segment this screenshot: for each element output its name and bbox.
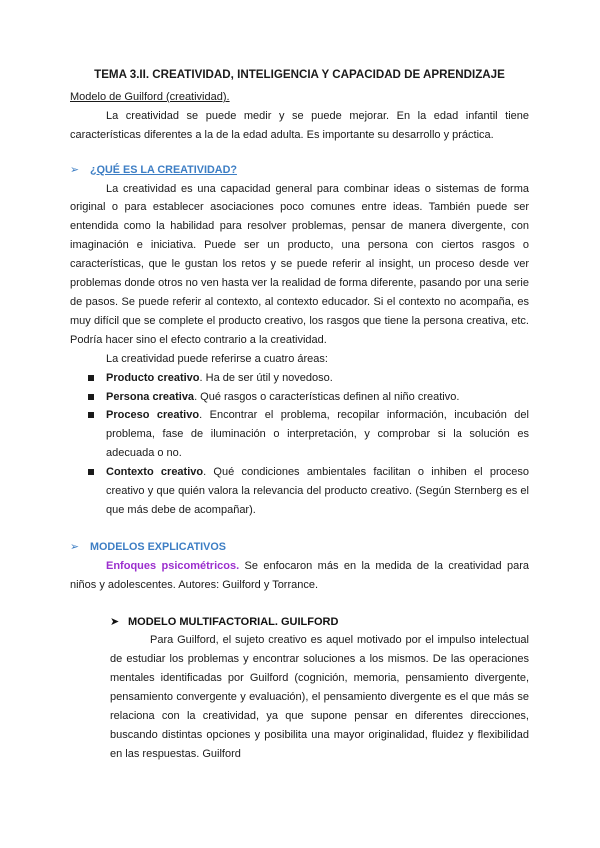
area-term: Persona creativa xyxy=(106,390,195,403)
area-text: . Qué condiciones ambientales facilitan o inhiben el proceso creativo y que quién valora la relevancia del producto creativo. (Según Sternberg es el que más debe de acompañar). xyxy=(106,466,529,516)
arrow-bullet-icon: ➤ xyxy=(110,615,120,628)
square-bullet-icon xyxy=(88,375,94,381)
document-title: TEMA 3.II. CREATIVIDAD, INTELIGENCIA Y CAPACIDAD DE APRENDIZAJE xyxy=(94,68,505,81)
area-text: . Qué rasgos o características definen al niño creativo. xyxy=(194,390,460,403)
arrow-bullet-icon: ➢ xyxy=(70,540,80,553)
areas-list xyxy=(70,369,529,520)
area-text: . Encontrar el problema, recopilar información, incubación del problema, fase de iluminación o interpretación, y comprobar si la solución es adecuada o no. xyxy=(106,409,529,460)
square-bullet-icon xyxy=(88,394,94,400)
guilford-paragraph: Para Guilford, el sujeto creativo es aquel motivado por el impulso intelectual de estudiar los problemas y encontrar soluciones a los mismos. De las operaciones mentales identificadas por Guilford (cognición, memoria, pensamiento divergente, pensamiento convergente y evaluación), el pensamiento divergente es el que más se relaciona con la creatividad, ya que supone pensar en diferentes direcciones, buscando distintas opciones y posibilita una mayor originalidad, fluidez y flexibilidad en las respuestas. Guilford xyxy=(110,634,529,760)
document-subtitle: Modelo de Guilford (creatividad). xyxy=(70,90,230,103)
subsection-heading-guilford xyxy=(110,613,529,632)
area-term: Contexto creativo xyxy=(106,466,204,479)
square-bullet-icon xyxy=(88,469,94,475)
arrow-bullet-icon: ➢ xyxy=(70,163,80,176)
section-heading-text: ¿QUÉ ES LA CREATIVIDAD? xyxy=(90,163,237,176)
areas-intro: La creatividad puede referirse a cuatro áreas: xyxy=(106,352,328,365)
creatividad-paragraph: La creatividad es una capacidad general para combinar ideas o sistemas de forma original o para establecer asociaciones poco comunes entre ideas. También puede ser entendida como la habilidad para resolver problemas, pensar de manera divergente, con imaginación e iniciativa. Puede ser un producto, una persona con ciertos rasgos o características, que le gustan los retos y se puede referir al insight, un proceso desde ver problemas donde otros no ven hasta ver la realidad de forma diferente, pasando por una serie de pasos. Se puede referir al contexto, al contexto educador. Si el contexto no acompaña, es muy difícil que se complete el producto creativo, los rasgos que tiene la persona creativa, etc. Podría hacer sino el efecto contrario a la creatividad. xyxy=(70,182,529,346)
list-item xyxy=(70,369,529,388)
section-heading-text: MODELOS EXPLICATIVOS xyxy=(90,540,226,553)
area-text: . Ha de ser útil y novedoso. xyxy=(199,371,333,384)
intro-paragraph: La creatividad se puede medir y se puede mejorar. En la edad infantil tiene características diferentes a la de la edad adulta. Es importante su desarrollo y práctica. xyxy=(70,109,529,141)
area-term: Proceso creativo xyxy=(106,409,200,422)
list-item xyxy=(70,406,529,463)
modelos-paragraph xyxy=(70,557,529,595)
list-item xyxy=(70,388,529,407)
square-bullet-icon xyxy=(88,412,94,418)
area-term: Producto creativo xyxy=(106,371,200,384)
highlight-text: Enfoques psicométricos. xyxy=(106,559,240,572)
list-item xyxy=(70,463,529,520)
section-heading-creatividad xyxy=(70,161,529,180)
guilford-block xyxy=(110,631,529,763)
modelos-text: Se enfocaron más en la medida de la creatividad para niños y adolescentes. Autores: Guilford y Torrance. xyxy=(70,559,529,591)
section-heading-modelos xyxy=(70,538,529,557)
subsection-heading-text: MODELO MULTIFACTORIAL. GUILFORD xyxy=(128,615,339,628)
document-content xyxy=(70,66,529,764)
